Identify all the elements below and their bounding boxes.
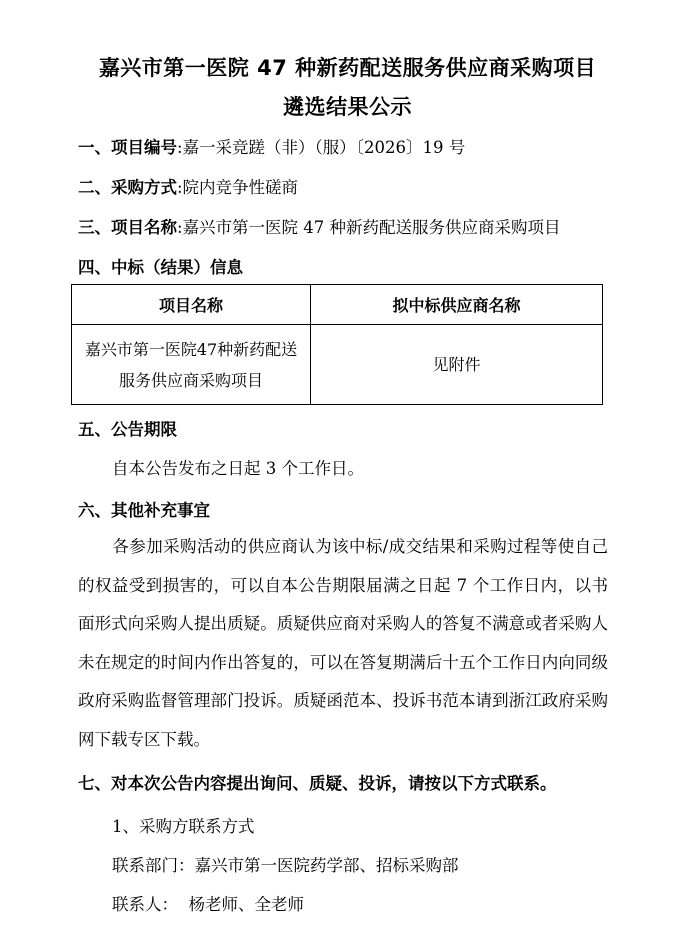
- project-name-heading: 三、项目名称: [78, 218, 177, 237]
- project-name-row: [78, 214, 561, 238]
- notice-period-text: 自本公告发布之日起 3 个工作日。: [112, 459, 364, 478]
- procurement-method-heading: 二、采购方式: [78, 178, 177, 197]
- other-matters-heading: 六、其他补充事宜: [78, 501, 210, 520]
- other-matters-heading-row: [78, 497, 210, 521]
- page-subtitle: 遴选结果公示: [283, 95, 412, 119]
- contact-department: 联系部门：嘉兴市第一医院药学部、招标采购部: [112, 856, 459, 875]
- project-number-row: [78, 134, 465, 158]
- table-header-row: [72, 285, 603, 325]
- procurement-method-value: :院内竞争性磋商: [177, 178, 299, 197]
- table-header-supplier: 拟中标供应商名称: [311, 285, 603, 325]
- contact-heading: 七、对本次公告内容提出询问、质疑、投诉，请按以下方式联系。: [78, 774, 557, 793]
- project-number-heading: 一、项目编号: [78, 138, 177, 157]
- contact-heading-row: [78, 770, 557, 794]
- page-title: 嘉兴市第一医院 47 种新药配送服务供应商采购项目: [98, 56, 597, 80]
- award-info-heading-row: [78, 254, 243, 278]
- award-table: [71, 284, 603, 405]
- notice-period-heading-row: [78, 416, 177, 440]
- table-cell-supplier: 见附件: [311, 325, 603, 405]
- contact-person: 联系人： 杨老师、全老师: [112, 895, 304, 914]
- table-header-project: 项目名称: [72, 285, 311, 325]
- award-info-heading: 四、中标（结果）信息: [78, 258, 243, 277]
- notice-period-heading: 五、公告期限: [78, 420, 177, 439]
- contact-item-1: 1、采购方联系方式: [112, 817, 255, 836]
- other-matters-paragraph: [78, 528, 608, 759]
- other-matters-text: 各参加采购活动的供应商认为该中标/成交结果和采购过程等使自己的权益受到损害的，可以自本公告期限届满之日起 7 个工作日内，以书面形式向采购人提出质疑。质疑供应商对采购人的答复不满意或者采购人未在规定的时间内作出答复的，可以在答复期满后十五个工作日内向同级政府采购监督管理部门投诉。质疑函范本、投诉书范本请到浙江政府采购网下载专区下载。: [78, 537, 608, 749]
- project-number-value: :嘉一采竞蹉（非）（服）〔2026〕19 号: [177, 138, 466, 157]
- procurement-method-row: [78, 174, 298, 198]
- project-name-value: :嘉兴市第一医院 47 种新药配送服务供应商采购项目: [177, 218, 561, 237]
- table-cell-project: 嘉兴市第一医院47种新药配送服务供应商采购项目: [72, 325, 311, 405]
- table-row: [72, 325, 603, 405]
